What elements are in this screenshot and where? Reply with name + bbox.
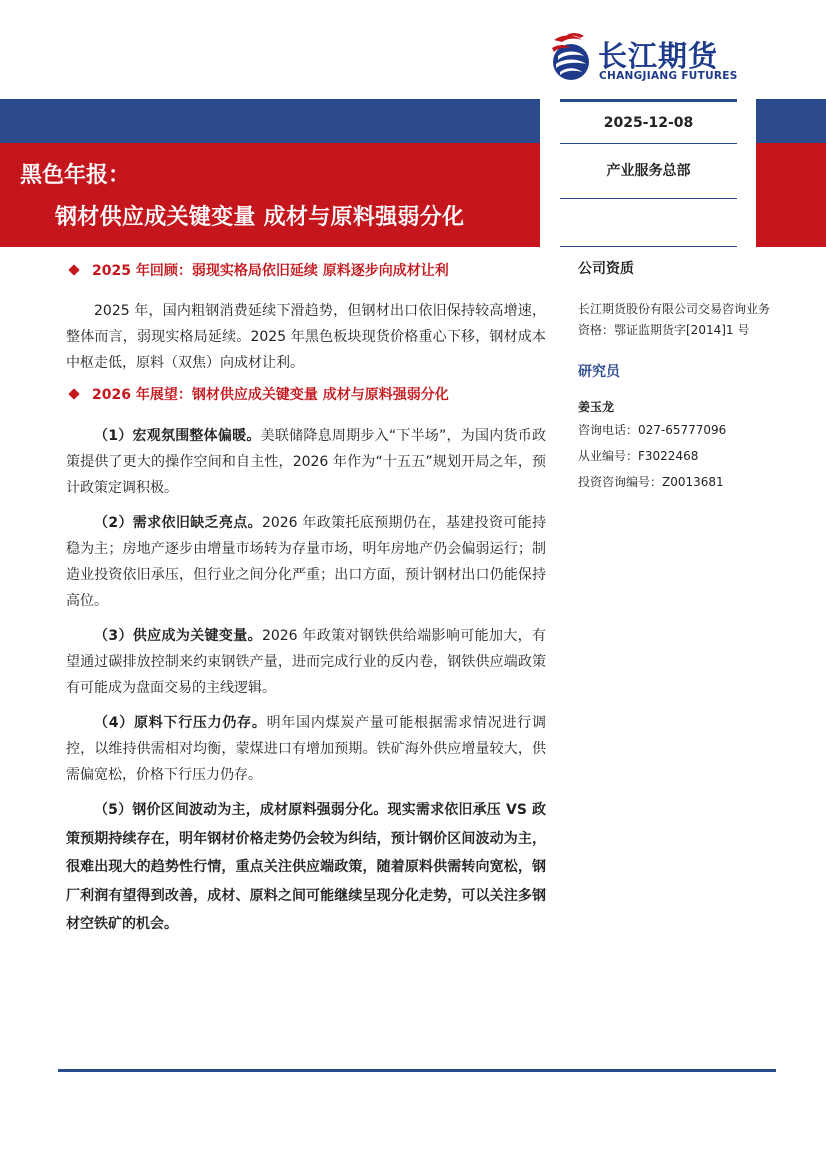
item-lead: （4）原料下行压力仍存。 — [94, 715, 267, 731]
report-title-prefix: 黑色年报： — [20, 163, 131, 188]
item-body: 2026 年政策对钢铁供给端影响可能加大，有望通过碳排放控制来约束钢铁产量，进而完成行业的反内卷，钢铁供应端政策有可能成为盘面交易的主线逻辑。 — [66, 628, 546, 696]
item-lead: （5）钢价区间波动为主，成材原料强弱分化。 — [94, 802, 388, 818]
report-title: 钢材供应成关键变量 成材与原料强弱分化 — [55, 205, 465, 230]
header-band-blue-right — [756, 99, 826, 143]
company-qualification-heading: 公司资质 — [578, 261, 634, 277]
company-logo — [548, 32, 748, 88]
header-band-blue — [0, 99, 540, 143]
section-heading-text: 2026 年展望：钢材供应成关键变量 成材与原料强弱分化 — [92, 387, 449, 403]
meta-rule — [560, 143, 737, 144]
researcher-heading: 研究员 — [578, 364, 620, 380]
item-body: 明年国内煤炭产量可能根据需求情况进行调控，以维持供需相对均衡，蒙煤进口有增加预期。铁矿海外供应增量较大，供需偏宽松，价格下行压力仍存。 — [66, 715, 546, 783]
meta-rule-bottom — [560, 246, 737, 247]
sidebar — [578, 258, 778, 495]
outlook-item-4 — [66, 710, 546, 788]
outlook-item-2 — [66, 510, 546, 614]
item-body: 现实需求依旧承压 VS 政策预期持续存在，明年钢材价格走势仍会较为纠结，预计钢价区间波动为主，很难出现大的趋势性行情，重点关注供应端政策，随着原料供需转向宽松，钢厂利润有望得到改善，成材、原料之间可能继续呈现分化走势，可以关注多钢材空铁矿的机会。 — [66, 802, 546, 932]
outlook-item-1 — [66, 423, 546, 501]
header-band-red-right — [756, 143, 826, 247]
report-date: 2025-12-08 — [603, 115, 694, 131]
diamond-bullet-icon — [68, 388, 79, 399]
logo-name-en: CHANGJIANG FUTURES — [599, 70, 738, 82]
section-heading-review — [66, 258, 546, 282]
dragon-logo-icon — [548, 32, 594, 84]
researcher-advisor-license: 投资咨询编号：Z0013681 — [578, 475, 724, 489]
item-lead: （2）需求依旧缺乏亮点。 — [94, 515, 262, 531]
review-paragraph: 2025 年，国内粗钢消费延续下滑趋势，但钢材出口依旧保持较高增速，整体而言，弱现实格局延续。2025 年黑色板块现货价格重心下移，钢材成本中枢走低，原料（双焦）向成材让利。 — [66, 303, 546, 371]
company-qualification-text: 长江期货股份有限公司交易咨询业务资格：鄂证监期货字[2014]1 号 — [578, 302, 771, 337]
logo-name-cn: 长江期货 — [598, 39, 719, 73]
department: 产业服务总部 — [606, 163, 691, 179]
section-heading-text: 2025 年回顾：弱现实格局依旧延续 原料逐步向成材让利 — [92, 263, 449, 279]
researcher-license: 从业编号：F3022468 — [578, 449, 699, 463]
item-body: 2026 年政策托底预期仍在，基建投资可能持稳为主；房地产逐步由增量市场转为存量市场，明年房地产仍会偏弱运行；制造业投资依旧承压，但行业之间分化严重；出口方面，预计钢材出口仍能保持高位。 — [66, 515, 546, 609]
main-content — [66, 258, 546, 939]
outlook-item-5 — [66, 796, 546, 939]
section-heading-outlook — [66, 382, 546, 406]
researcher-name: 姜玉龙 — [578, 400, 615, 414]
diamond-bullet-icon — [68, 264, 79, 275]
item-body: 美联储降息周期步入“下半场”，为国内货币政策提供了更大的操作空间和自主性，2026 年作为“十五五”规划开局之年，预计政策定调积极。 — [66, 428, 546, 496]
item-lead: （3）供应成为关键变量。 — [94, 628, 262, 644]
researcher-phone: 咨询电话：027-65777096 — [578, 423, 727, 437]
outlook-item-3 — [66, 623, 546, 701]
meta-rule-top — [560, 99, 737, 102]
item-lead: （1）宏观氛围整体偏暖。 — [94, 428, 261, 444]
meta-rule — [560, 198, 737, 199]
footer-rule — [58, 1069, 776, 1072]
